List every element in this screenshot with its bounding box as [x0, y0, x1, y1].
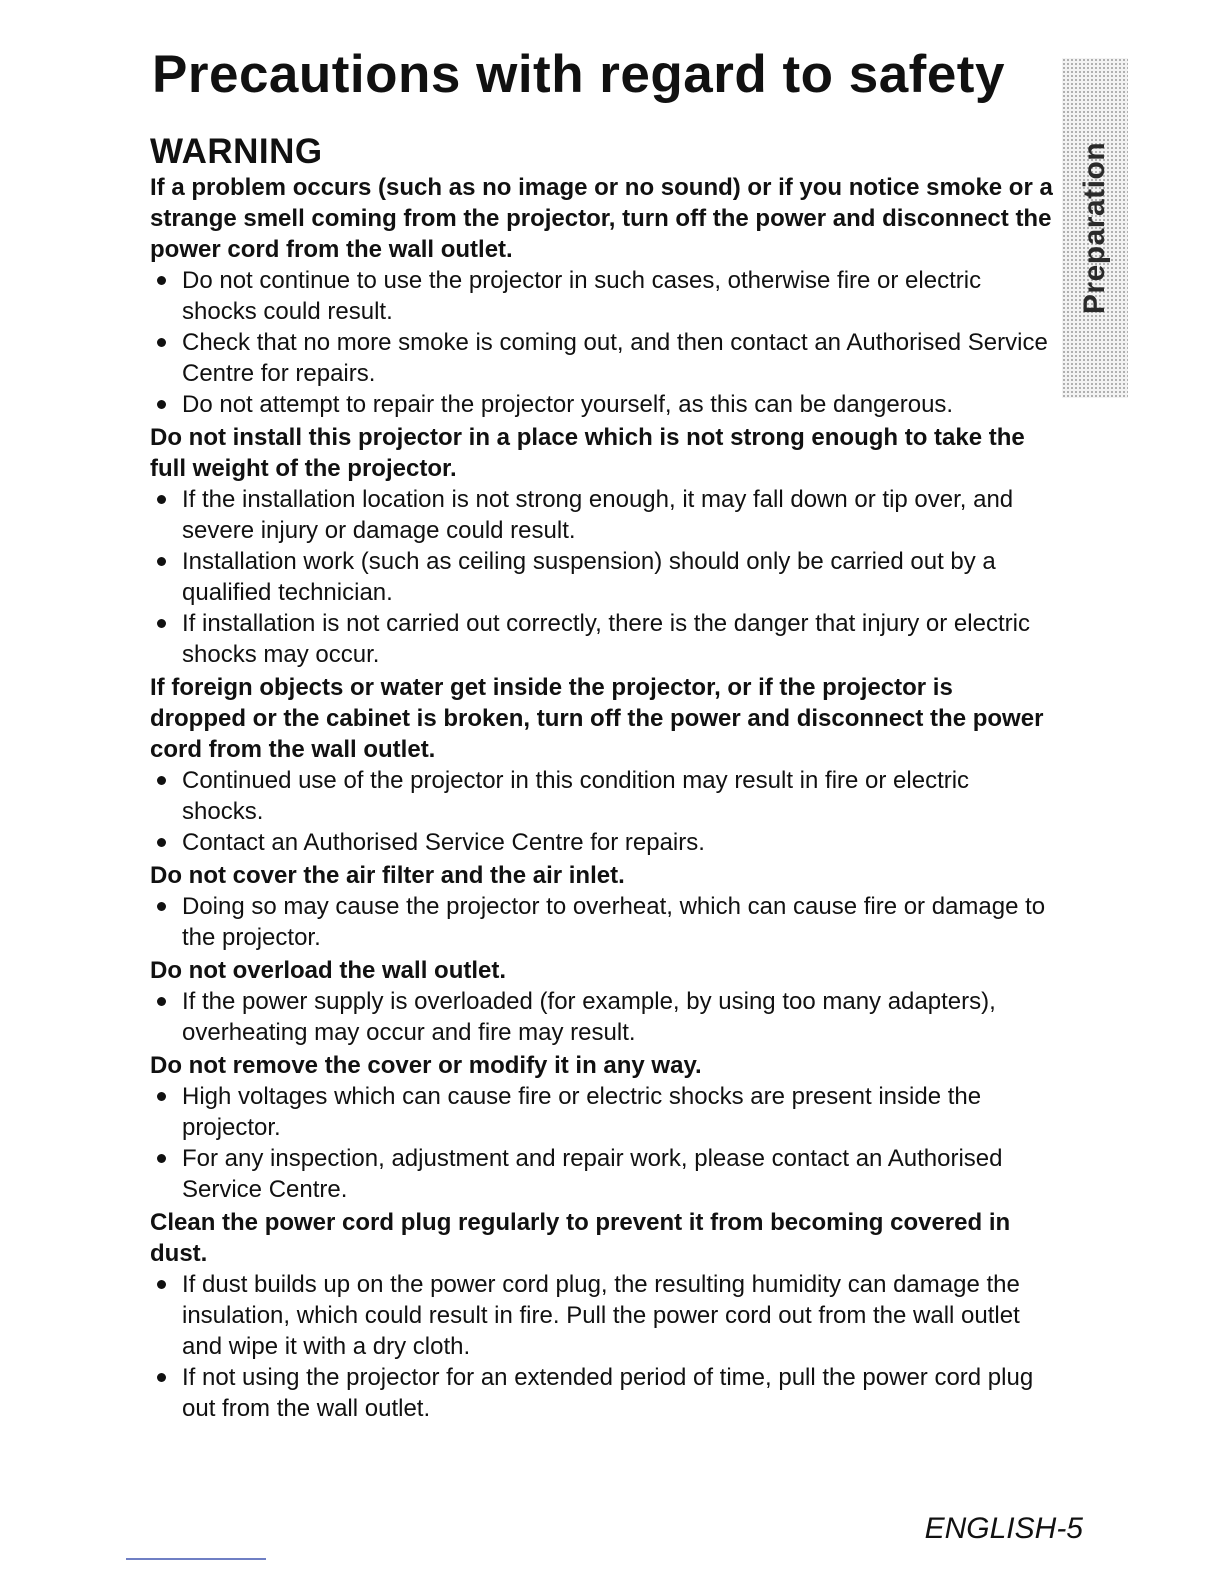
- bullet-text: Installation work (such as ceiling suspension) should only be carried out by a qualified technician.: [182, 548, 996, 606]
- bullet-text: For any inspection, adjustment and repair work, please contact an Authorised Service Centre.: [182, 1145, 1003, 1203]
- bullet-text: Check that no more smoke is coming out, and then contact an Authorised Service Centre for repairs.: [182, 329, 1048, 387]
- bullet-list: [150, 765, 1055, 858]
- bullet-list: [150, 1269, 1055, 1424]
- bullet-icon: [157, 997, 166, 1006]
- bullet-text: If dust builds up on the power cord plug, the resulting humidity can damage the insulation, which could result in fire. Pull the power cord out from the wall outlet and wipe it with a dry cloth.: [182, 1271, 1020, 1360]
- bullet-item: [150, 608, 1055, 670]
- section-heading: Do not cover the air filter and the air inlet.: [150, 862, 625, 889]
- bullet-item: [150, 1362, 1055, 1424]
- footer-divider: [126, 1558, 266, 1560]
- bullet-icon: [157, 276, 166, 285]
- bullet-icon: [157, 400, 166, 409]
- section-heading: If foreign objects or water get inside the projector, or if the projector is dropped or the cabinet is broken, turn off the power and disconnect the power cord from the wall outlet.: [150, 674, 1044, 763]
- bullet-list: [150, 986, 1055, 1048]
- bullet-icon: [157, 776, 166, 785]
- bullet-item: [150, 327, 1055, 389]
- bullet-icon: [157, 495, 166, 504]
- bullet-text: If the power supply is overloaded (for example, by using too many adapters), overheating may occur and fire may result.: [182, 988, 996, 1046]
- bullet-text: If the installation location is not strong enough, it may fall down or tip over, and severe injury or damage could result.: [182, 486, 1014, 544]
- section-heading: Do not remove the cover or modify it in any way.: [150, 1052, 702, 1079]
- bullet-list: [150, 891, 1055, 953]
- bullet-item: [150, 546, 1055, 608]
- bullet-text: Doing so may cause the projector to overheat, which can cause fire or damage to the projector.: [182, 893, 1046, 951]
- bullet-text: If not using the projector for an extended period of time, pull the power cord plug out from the wall outlet.: [182, 1364, 1034, 1422]
- bullet-item: [150, 827, 1055, 858]
- bullet-list: [150, 484, 1055, 670]
- safety-section: [150, 1050, 1055, 1205]
- bullet-icon: [157, 1373, 166, 1382]
- bullet-text: Contact an Authorised Service Centre for repairs.: [182, 829, 705, 856]
- section-heading: Clean the power cord plug regularly to prevent it from becoming covered in dust.: [150, 1209, 1011, 1267]
- safety-section: [150, 672, 1055, 858]
- bullet-list: [150, 1081, 1055, 1205]
- safety-section: [150, 860, 1055, 953]
- bullet-text: Do not continue to use the projector in such cases, otherwise fire or electric shocks could result.: [182, 267, 982, 325]
- warning-heading: WARNING: [150, 132, 323, 171]
- bullet-icon: [157, 838, 166, 847]
- bullet-text: High voltages which can cause fire or electric shocks are present inside the projector.: [182, 1083, 982, 1141]
- bullet-icon: [157, 1092, 166, 1101]
- safety-section: [150, 172, 1055, 420]
- bullet-icon: [157, 1154, 166, 1163]
- bullet-item: [150, 1143, 1055, 1205]
- section-heading: If a problem occurs (such as no image or no sound) or if you notice smoke or a strange smell coming from the projector, turn off the power and disconnect the power cord from the wall outlet.: [150, 174, 1053, 263]
- section-heading: Do not overload the wall outlet.: [150, 957, 507, 984]
- bullet-icon: [157, 902, 166, 911]
- bullet-item: [150, 765, 1055, 827]
- bullet-item: [150, 1269, 1055, 1362]
- bullet-item: [150, 389, 1055, 420]
- bullet-icon: [157, 619, 166, 628]
- bullet-text: Continued use of the projector in this condition may result in fire or electric shocks.: [182, 767, 970, 825]
- bullet-item: [150, 265, 1055, 327]
- safety-section: [150, 955, 1055, 1048]
- bullet-icon: [157, 557, 166, 566]
- page-number: ENGLISH-5: [924, 1512, 1083, 1545]
- bullet-icon: [157, 338, 166, 347]
- safety-content: [150, 172, 1055, 1426]
- side-tab: [1062, 58, 1128, 398]
- bullet-item: [150, 891, 1055, 953]
- safety-section: [150, 422, 1055, 670]
- bullet-item: [150, 986, 1055, 1048]
- side-tab-label: Preparation: [1078, 141, 1111, 315]
- safety-section: [150, 1207, 1055, 1424]
- bullet-text: Do not attempt to repair the projector yourself, as this can be dangerous.: [182, 391, 954, 418]
- bullet-icon: [157, 1280, 166, 1289]
- bullet-text: If installation is not carried out correctly, there is the danger that injury or electric shocks may occur.: [182, 610, 1030, 668]
- bullet-item: [150, 1081, 1055, 1143]
- section-heading: Do not install this projector in a place which is not strong enough to take the full weight of the projector.: [150, 424, 1025, 482]
- page-title: Precautions with regard to safety: [152, 45, 1005, 104]
- bullet-list: [150, 265, 1055, 420]
- bullet-item: [150, 484, 1055, 546]
